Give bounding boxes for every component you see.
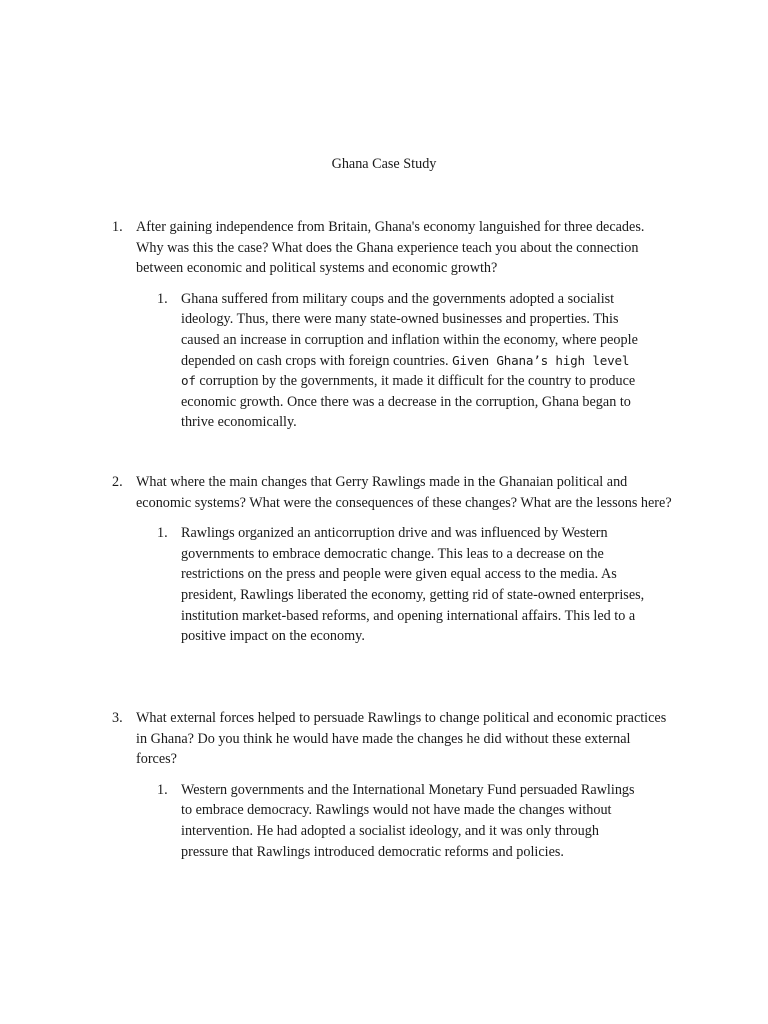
answer-text-part: corruption by the governments, it made it difficult for the country to produce economic growth. Once there was a decrease in the corruption, Ghana began to thrive economically. [181, 373, 636, 431]
question-text: What external forces helped to persuade Rawlings to change political and economic practices in Ghana? Do you think he would have made the changes he did without these external forces? [136, 710, 667, 768]
answer-text: Rawlings organized an anticorruption drive and was influenced by Western governments to embrace democratic change. This leas to a decrease on the restrictions on the press and people were given equal access to the media. As president, Rawlings liberated the economy, getting rid of state-owned enterprises, institution market-based reforms, and opening international affairs. This led to a positive impact on the economy. [181, 525, 645, 645]
answer-2 [157, 523, 648, 647]
answer-number: 1. [157, 525, 168, 542]
question-text: What where the main changes that Gerry Rawlings made in the Ghanaian political and economic systems? What were the consequences of these changes? What are the lessons here? [136, 474, 672, 511]
question-number: 2. [112, 474, 123, 490]
question-3 [112, 708, 672, 862]
question-number: 1. [112, 219, 123, 235]
question-1 [112, 217, 672, 433]
answer-number: 1. [157, 781, 168, 798]
answer-text: Western governments and the International Monetary Fund persuaded Rawlings to embrace democracy. Rawlings would not have made the changes without intervention. He had adopted a socialist ideology, and it was only through pressure that Rawlings introduced democratic reforms and policies. [181, 781, 635, 860]
answer-1 [157, 289, 648, 433]
question-text: After gaining independence from Britain, Ghana's economy languished for three decades. Why was this the case? What does the Ghana experience teach you about the connection between economic and political systems and economic growth? [136, 219, 645, 277]
answer-text [181, 289, 648, 433]
answer-text-alt-font-part: Given Ghana’s high level of [181, 352, 630, 389]
question-number: 3. [112, 710, 123, 726]
document-title: Ghana Case Study [331, 156, 437, 172]
answer-text-part: Ghana suffered from military coups and the governments adopted a socialist ideology. Thus, there were many state-owned businesses and properties. This caused an increase in corruption and inflation within the economy, where people depended on cash crops with foreign countries. [181, 290, 638, 369]
answer-3 [157, 780, 648, 862]
answer-number: 1. [157, 290, 168, 307]
question-2 [112, 472, 672, 647]
